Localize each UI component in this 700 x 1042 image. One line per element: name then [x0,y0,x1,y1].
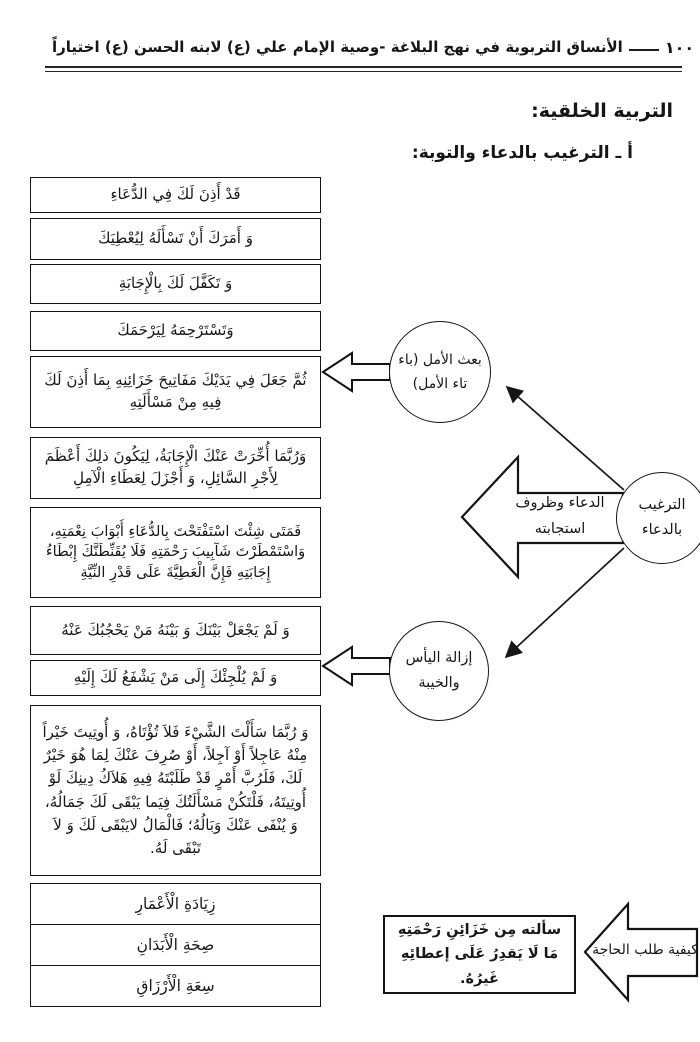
quote-box-no-intercessor: وَ لَمْ يُلْجِئْكَ إِلَى مَنْ يَشْفَعُ لَكَ إِلَيْهِ [30,660,321,696]
block-arrow-hope-to-box [323,353,390,391]
request-treasures-box: سألته مِن خَزَائِنِ رَحْمَتِهِ مَا لَا يَقدِرُ عَلَى إعطائِهِ غَيرُهُ. [383,915,576,994]
dua-conditions-arrow-label: الدعاء وظروف استجابته [515,494,605,537]
encouragement-circle: الترغيب بالدعاء [616,472,700,564]
quote-box-no-veil: وَ لَمْ يَجْعَلْ بَيْنَكَ وَ بَيْنَهُ مَنْ يَحْجُبُكَ عَنْهُ [30,606,321,655]
blessing-row-healthy-bodies: صِحَةِ الْأَبَدَانِ [31,924,320,965]
quote-box-asking-and-outcome: وَ رُبَّمَا سَأَلْتَ الشَّيْءَ فَلاَ تُؤْتَاهُ، وَ أُوتِيتَ خَيْراً مِنْهُ عَاجِلاً أَوْ آجِلاً، أَوْ صُرِفَ عَنْكَ لِمَا هُوَ خَيْرٌ لَكَ، فَلَرُبَّ أَمْرٍ قَدْ طَلَبْتَهُ فِيهِ هَلاَكُ دِينِكَ لَوْ أُوتِيتَهُ، فَلْتَكُنْ مَسْأَلَتُكَ فِيَما يَبْقَى لَكَ جَمَالُهُ، وَ يُنْفَى عَنْكَ وَبَالُهُ؛ فَالْمَالُ لايَبْقَى لَكَ وَ لاَ تَبْقَى لَهُ. [30,705,321,876]
blessings-table [30,883,321,1007]
blessing-row-longer-lives: زِيَادَةِ الْأَعْمَارِ [135,895,216,913]
request-method-arrow-label: كيفية طلب الحاجة [592,942,698,958]
quote-box-guaranteed-answer: وَ تَكَفَّلَ لَكَ بِالْإِجَابَةِ [30,264,321,304]
section-heading: التربية الخلقية: [531,100,673,122]
header-title: الأنساق التربوية في نهج البلاغة -وصية الإمام علي (ع) لابنه الحسن (ع) اختياراً [52,38,623,56]
despair-removal-circle: إزالة اليأس والخيبة [389,621,489,721]
subsection-heading: أ ـ الترغيب بالدعاء والتوبة: [411,143,633,163]
page-number: ١٠٠ [664,37,695,57]
quote-box-seek-mercy: وَتَسْتَرْحِمَهُ لِيَرْحَمَكَ [30,311,321,351]
quote-box-gates-of-blessing: فَمَتَى شِئْتَ اسْتَفْتَحْتَ بِالدُّعَاءِ أَبْوَابَ نِعْمَتِهِ، وَاسْتَمْطَرْتَ شَآبِيبَ رَحْمَتِهِ فَلَا يُقَنِّطَنَّكَ إِبْطَاءُ إِجَابَتِهِ فَإِنَّ الْعَطِيَّةَ عَلَى قَدْرِ النِّيَّةِ [30,507,321,598]
quote-box-keys-of-treasures: ثُمَّ جَعَلَ فِي يَدَيْكَ مَفَاتِيحَ خَزَائِنِهِ بِمَا أَذِنَ لَكَ فِيهِ مِنْ مَسْأَلَتِهِ [30,356,321,428]
block-arrow-despair-to-box [323,647,390,685]
blessing-row-ample-provision: سِعَةِ الْأَرْزَاقِ [31,965,320,1006]
connector-to-hope-circle [507,387,624,490]
quote-box-commanded-to-ask: وَ أَمَرَكَ أَنْ تَسْأَلَهُ لِيُعْطِيَكَ [30,218,321,260]
hope-circle: بعث الأمل (باء تاء الأمل) [389,321,491,423]
quote-box-permission-to-dua: قَدْ أَذِنَ لَكَ فِي الدُّعَاءِ [30,177,321,213]
quote-box-delayed-answer: وَرُبَّمَا أُخِّرَتْ عَنْكَ الْإِجَابَةُ، لِيَكُونَ ذلِكَ أَعْظَمَ لِأَجْرِ السَّائِلِ، وَ أَجْزَلَ لِعَطَاءِ الْآمِلِ [30,437,321,499]
connector-to-despair-circle [506,548,624,657]
